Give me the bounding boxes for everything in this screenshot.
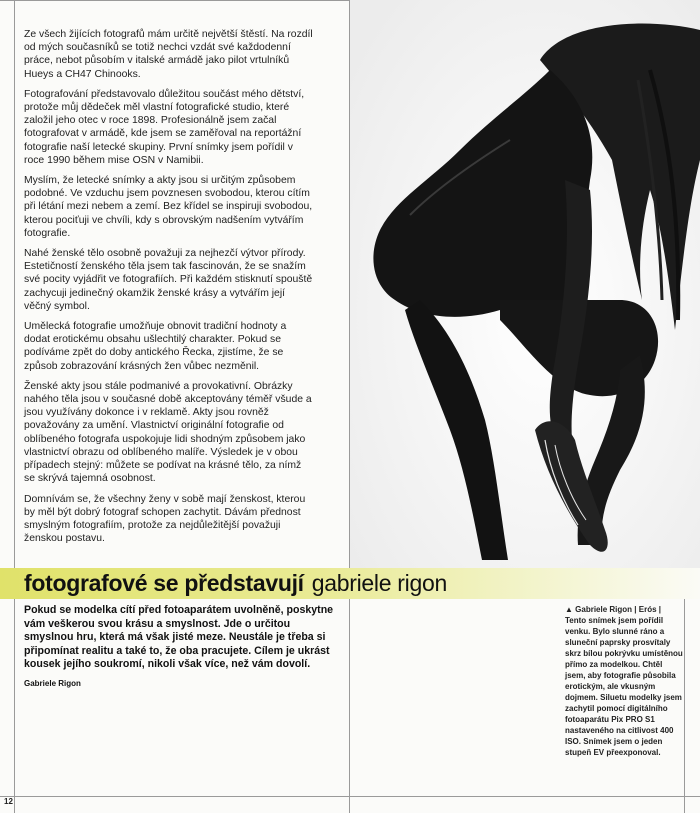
article-paragraph: Fotografování představovalo důležitou součást mého dětství, protože můj dědeček měl vlastní fotografické studio, které založil jeho otec v roce 1898. Profesionálně jsem začal fotografovat v armádě, kde jsem se zaměřoval na reportážní fotografie naší letecké skupiny. První snímky jsem pořídil v roce 1990 během mise OSN v Namibii. [24, 88, 305, 166]
banner-heading [24, 568, 447, 599]
photographer-name: gabriele rigon [311, 570, 447, 596]
lead-quote-author: Gabriele Rigon [24, 678, 81, 688]
photo-caption [565, 604, 683, 758]
triangle-up-icon: ▲ [565, 605, 573, 614]
silhouette-photograph [350, 0, 700, 568]
bottom-border-line [0, 796, 700, 797]
left-column-rule [14, 0, 15, 813]
article-paragraph: Ze všech žijících fotografů mám určitě největší štěstí. Na rozdíl od mých současníků se totiž nechci vzdát své každodenní práce, nebot působím v italské armádě jako pilot vrtulníků Hueys a CH47 Chinooks. [24, 29, 313, 80]
photo-silhouette-art [350, 0, 700, 568]
right-column-rule [684, 599, 685, 813]
page-number: 12 [4, 797, 13, 806]
article-paragraph: Myslím, že letecké snímky a akty jsou si určitým způsobem podobné. Ve vzduchu jsem povznesen svobodou, kterou cítím při létání mezi nebem a zemí. Bez křídel se inspiruji svobodou, kterou pociťuji ve chvíli, kdy s obrovským nadšením vytvářím fotografie. [24, 175, 313, 239]
caption-text: Tento snímek jsem pořídil venku. Bylo slunné ráno a sluneční paprsky prosvítaly skrz bílou pokrývku umístěnou přímo za modelkou. Chtěl jsem, aby fotografie působila erotickým, ale vkusným dojmem. Siluetu modelky jsem zachytil pomocí digitálního fotoaparátu Pix PRO S1 nastaveného na citlivost 400 ISO. Snímek jsem o jeden stupeň EV přeexponoval. [565, 616, 683, 757]
lead-quote [24, 604, 339, 691]
lead-quote-text: Pokud se modelka cítí před fotoaparátem uvolněně, poskytne vám veškerou svou krásu a smyslnost. Jde o určitou smyslnou hru, která má však jisté meze. Neustále je třeba si připomínat realitu a také to, že oba pracujete. Cílem je ukrást kousek jejího soukromí, nikoli však více, než vám dovolí. [24, 604, 334, 671]
banner-title: fotografové se představují [24, 570, 304, 596]
caption-heading: Gabriele Rigon | Erós | [575, 605, 661, 614]
article-paragraph: Nahé ženské tělo osobně považuji za nejhezčí výtvor přírody. Estetičností ženského těla jsem tak fascinován, že se snažím své pocity vyjádřit ve fotografiích. Při každém stisknutí spouště zachycuji jedinečný okamžik ženské krásy a vytvářím její věčný symbol. [24, 248, 313, 312]
article-paragraph: Domnívám se, že všechny ženy v sobě mají ženskost, kterou by měl být dobrý fotograf schopen zachytit. Dávám přednost smyslným fotografiím, protože za nejdůležitější považuji ženskou postavu. [24, 493, 306, 545]
article-body [24, 28, 314, 552]
article-paragraph: Ženské akty jsou stále podmanivé a provokativní. Obrázky nahého těla jsou v současné době akceptovány téměř všude a jsou využívány dokonce i v reklamě. Akty jsou rovněž považovány za umění. Vlastnictví originální fotografie od oblíbeného fotografa uspokojuje lidi shodným způsobem jako vlastnictví obrazu od oblíbeného malíře. Výsledek je v obou případech stejný: můžete se podívat na krásné tělo, za nímž se skrývá tajemná osobnost. [24, 380, 312, 485]
article-paragraph: Umělecká fotografie umožňuje obnovit tradiční hodnoty a dodat erotickému obsahu ušlechtilý charakter. Pokud se podíváme zpět do doby antického Řecka, zjistíme, že se způsob zobrazování krásných žen vůbec nezměnil. [24, 321, 287, 372]
section-banner [0, 568, 700, 599]
